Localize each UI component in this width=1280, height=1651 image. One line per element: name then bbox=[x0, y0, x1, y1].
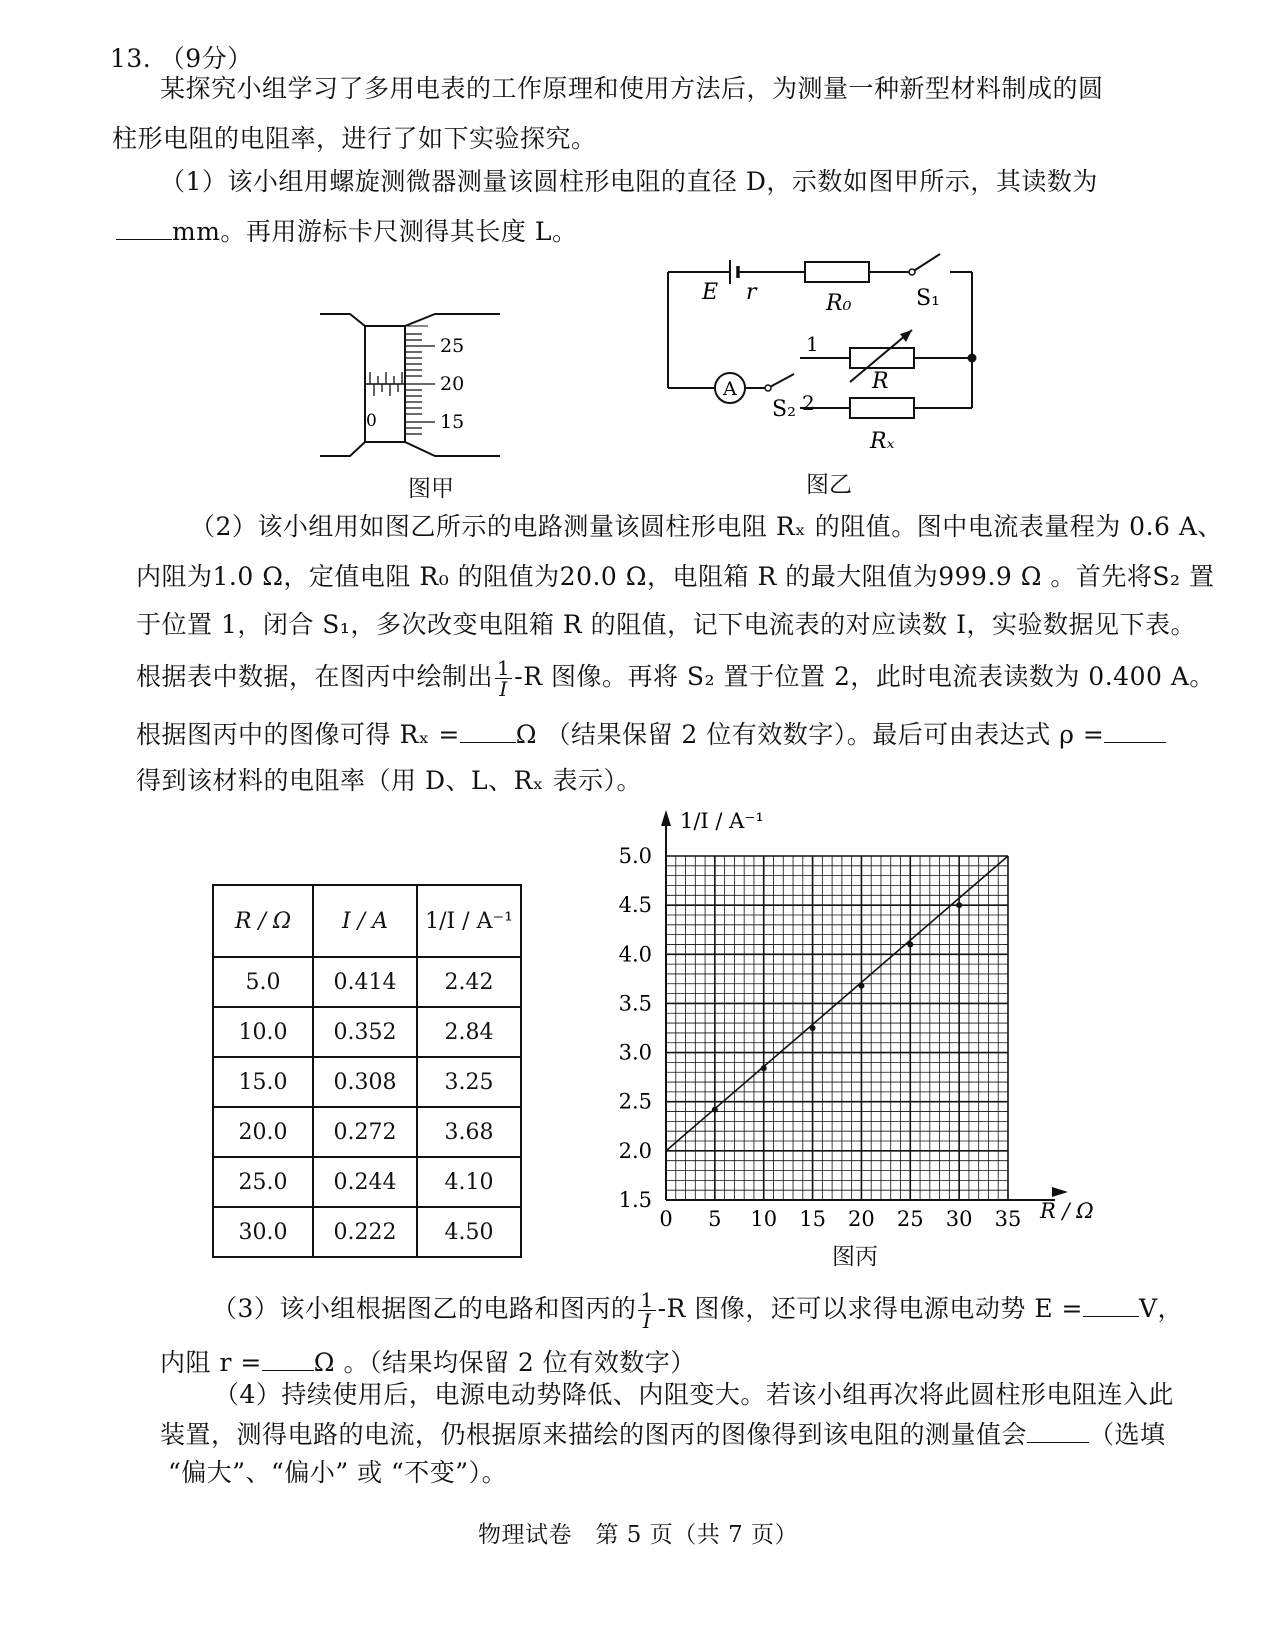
intro-line-1: 某探究小组学习了多用电表的工作原理和使用方法后，为测量一种新型材料制成的圆 bbox=[160, 74, 1104, 103]
y-tick-label: 2.5 bbox=[618, 1089, 652, 1114]
part2-line-4-pre: 根据表中数据，在图丙中绘制出 bbox=[136, 662, 494, 691]
table-cell: 25.0 bbox=[213, 1157, 313, 1207]
data-table bbox=[212, 884, 522, 1258]
label-S2: S₂ bbox=[772, 397, 796, 422]
y-tick-label: 4.0 bbox=[618, 942, 652, 967]
table-cell: 5.0 bbox=[213, 957, 313, 1007]
micrometer-zero-label: 0 bbox=[366, 411, 377, 431]
fig-yi-caption: 图乙 bbox=[806, 472, 852, 498]
part4-line-3: “偏大”、“偏小” 或 “不变”）。 bbox=[168, 1458, 508, 1487]
data-point bbox=[761, 1065, 767, 1071]
table-cell: 2.42 bbox=[417, 957, 521, 1007]
part2-line-4 bbox=[136, 658, 1215, 699]
table-header-row bbox=[213, 885, 521, 957]
x-tick-label: 0 bbox=[659, 1207, 673, 1231]
table-cell: 0.222 bbox=[313, 1207, 417, 1257]
x-tick-label: 15 bbox=[799, 1207, 826, 1231]
part1-line-1: （1）该小组用螺旋测微器测量该圆柱形电阻的直径 D，示数如图甲所示，其读数为 bbox=[160, 167, 1098, 196]
label-r: r bbox=[746, 280, 757, 305]
part2-line-2: 内阻为1.0 Ω，定值电阻 R₀ 的阻值为20.0 Ω，电阻箱 R 的最大阻值为999.9 Ω 。首先将S₂ 置 bbox=[136, 562, 1215, 591]
data-point bbox=[907, 941, 913, 947]
table-row bbox=[213, 1107, 521, 1157]
label-E: E bbox=[702, 280, 719, 305]
data-point bbox=[956, 902, 962, 908]
part3-line-1 bbox=[212, 1290, 1183, 1331]
chart-grid bbox=[666, 856, 1008, 1200]
table-cell: 2.84 bbox=[417, 1007, 521, 1057]
intro-line-2: 柱形电阻的电阻率，进行了如下实验探究。 bbox=[112, 124, 597, 153]
table-cell: 30.0 bbox=[213, 1207, 313, 1257]
part2-line-6: 得到该材料的电阻率（用 D、L、Rₓ 表示）。 bbox=[136, 766, 642, 795]
part1-line-2-text: mm。再用游标卡尺测得其长度 L。 bbox=[172, 217, 578, 246]
label-pos1: 1 bbox=[806, 332, 819, 356]
page-footer: 物理试卷 第 5 页（共 7 页） bbox=[478, 1522, 799, 1548]
answer-blank-Rx[interactable] bbox=[460, 720, 516, 743]
x-tick-label: 5 bbox=[708, 1207, 722, 1231]
part2-line-5-pre: 根据图丙中的图像可得 Rₓ = bbox=[136, 720, 460, 749]
part3-line-2-post: Ω 。（结果均保留 2 位有效数字） bbox=[313, 1348, 696, 1377]
table-row bbox=[213, 957, 521, 1007]
table-cell: 0.244 bbox=[313, 1157, 417, 1207]
table-header-inv-I: 1/I / A⁻¹ bbox=[417, 885, 521, 957]
table-cell: 3.25 bbox=[417, 1057, 521, 1107]
x-tick-label: 20 bbox=[848, 1207, 875, 1231]
y-tick-label: 3.0 bbox=[618, 1040, 652, 1065]
table-cell: 15.0 bbox=[213, 1057, 313, 1107]
y-tick-label: 2.0 bbox=[618, 1138, 652, 1163]
answer-blank-rho[interactable] bbox=[1104, 720, 1166, 743]
table-row bbox=[213, 1057, 521, 1107]
part4-line-1: （4）持续使用后，电源电动势降低、内阻变大。若该小组再次将此圆柱形电阻连入此 bbox=[214, 1380, 1174, 1409]
table-row bbox=[213, 1157, 521, 1207]
table-cell: 0.414 bbox=[313, 957, 417, 1007]
table-cell: 3.68 bbox=[417, 1107, 521, 1157]
micrometer-label-25: 25 bbox=[440, 335, 465, 357]
table-header-I: I / A bbox=[313, 885, 417, 957]
ammeter-label: A bbox=[723, 378, 737, 400]
question-score: （9分） bbox=[159, 44, 253, 73]
y-tick-label: 5.0 bbox=[618, 844, 652, 868]
label-R: R bbox=[872, 369, 889, 394]
x-axis-label: R / Ω bbox=[1040, 1199, 1094, 1223]
table-cell: 0.308 bbox=[313, 1057, 417, 1107]
fraction-one-over-I: $\frac{1}{I}$ bbox=[497, 656, 511, 701]
y-tick-label: 4.5 bbox=[618, 893, 652, 918]
part1-line-2 bbox=[116, 215, 577, 249]
part3-line-2 bbox=[160, 1346, 696, 1380]
y-axis-label: 1/I / A⁻¹ bbox=[680, 809, 764, 833]
label-pos2: 2 bbox=[802, 391, 815, 415]
data-point bbox=[810, 1025, 816, 1031]
y-axis-arrow bbox=[661, 810, 671, 826]
x-tick-label: 10 bbox=[750, 1207, 778, 1231]
table-header-R: R / Ω bbox=[213, 885, 313, 957]
part3-line-1-end: V， bbox=[1138, 1294, 1184, 1323]
table-row bbox=[213, 1207, 521, 1257]
answer-blank-measurement[interactable] bbox=[1027, 1420, 1089, 1443]
fraction-one-over-I: $\frac{1}{I}$ bbox=[640, 1288, 654, 1333]
table-cell: 0.272 bbox=[313, 1107, 417, 1157]
micrometer-label-20: 20 bbox=[440, 373, 465, 395]
table-row bbox=[213, 1007, 521, 1057]
label-Rx: Rₓ bbox=[870, 429, 895, 454]
answer-blank-diameter[interactable] bbox=[116, 217, 172, 240]
data-point bbox=[712, 1107, 718, 1113]
fig-bing-caption: 图丙 bbox=[832, 1244, 878, 1270]
part3-line-2-pre: 内阻 r = bbox=[160, 1348, 262, 1377]
x-tick-label: 25 bbox=[896, 1207, 924, 1231]
part4-line-2-end: （选填 bbox=[1089, 1420, 1166, 1449]
table-cell: 4.50 bbox=[417, 1207, 521, 1257]
data-point bbox=[858, 983, 864, 989]
micrometer-label-15: 15 bbox=[440, 411, 465, 433]
part4-line-2 bbox=[160, 1418, 1166, 1452]
table-cell: 4.10 bbox=[417, 1157, 521, 1207]
part4-line-2-text: 装置，测得电路的电流，仍根据原来描绘的图丙的图像得到该电阻的测量值会 bbox=[160, 1420, 1028, 1449]
x-tick-label: 35 bbox=[994, 1207, 1022, 1231]
table-cell: 0.352 bbox=[313, 1007, 417, 1057]
label-R0: R₀ bbox=[826, 291, 852, 316]
y-tick-label: 3.5 bbox=[618, 991, 652, 1016]
part2-line-3: 于位置 1，闭合 S₁，多次改变电阻箱 R 的阻值，记下电流表的对应读数 I，实验数据见下表。 bbox=[136, 610, 1196, 639]
part2-line-4-post: -R 图像。再将 S₂ 置于位置 2，此时电流表读数为 0.400 A。 bbox=[514, 662, 1215, 691]
label-S1: S₁ bbox=[916, 286, 940, 311]
answer-blank-emf[interactable] bbox=[1083, 1294, 1139, 1317]
part3-line-1-pre: （3）该小组根据图乙的电路和图丙的 bbox=[212, 1294, 637, 1323]
part3-line-1-post: -R 图像，还可以求得电源电动势 E = bbox=[657, 1294, 1083, 1323]
micrometer-figure bbox=[310, 298, 510, 468]
graph-bing bbox=[600, 800, 1120, 1240]
table-cell: 10.0 bbox=[213, 1007, 313, 1057]
part2-line-5-mid: Ω （结果保留 2 位有效数字）。最后可由表达式 ρ = bbox=[515, 720, 1105, 749]
chart-ticks bbox=[619, 844, 1022, 1231]
fig-jia-caption: 图甲 bbox=[408, 476, 454, 502]
part2-line-5 bbox=[136, 718, 1166, 752]
question-header bbox=[110, 42, 253, 76]
x-tick-label: 30 bbox=[945, 1207, 973, 1231]
x-axis-arrow bbox=[1052, 1187, 1068, 1197]
table-cell: 20.0 bbox=[213, 1107, 313, 1157]
part2-line-1: （2）该小组用如图乙所示的电路测量该圆柱形电阻 Rₓ 的阻值。图中电流表量程为 0.6 A、 bbox=[190, 512, 1223, 541]
circuit-figure bbox=[650, 250, 990, 470]
question-number: 13. bbox=[110, 44, 152, 73]
answer-blank-internal-r[interactable] bbox=[262, 1348, 314, 1371]
y-tick-label: 1.5 bbox=[618, 1188, 652, 1212]
